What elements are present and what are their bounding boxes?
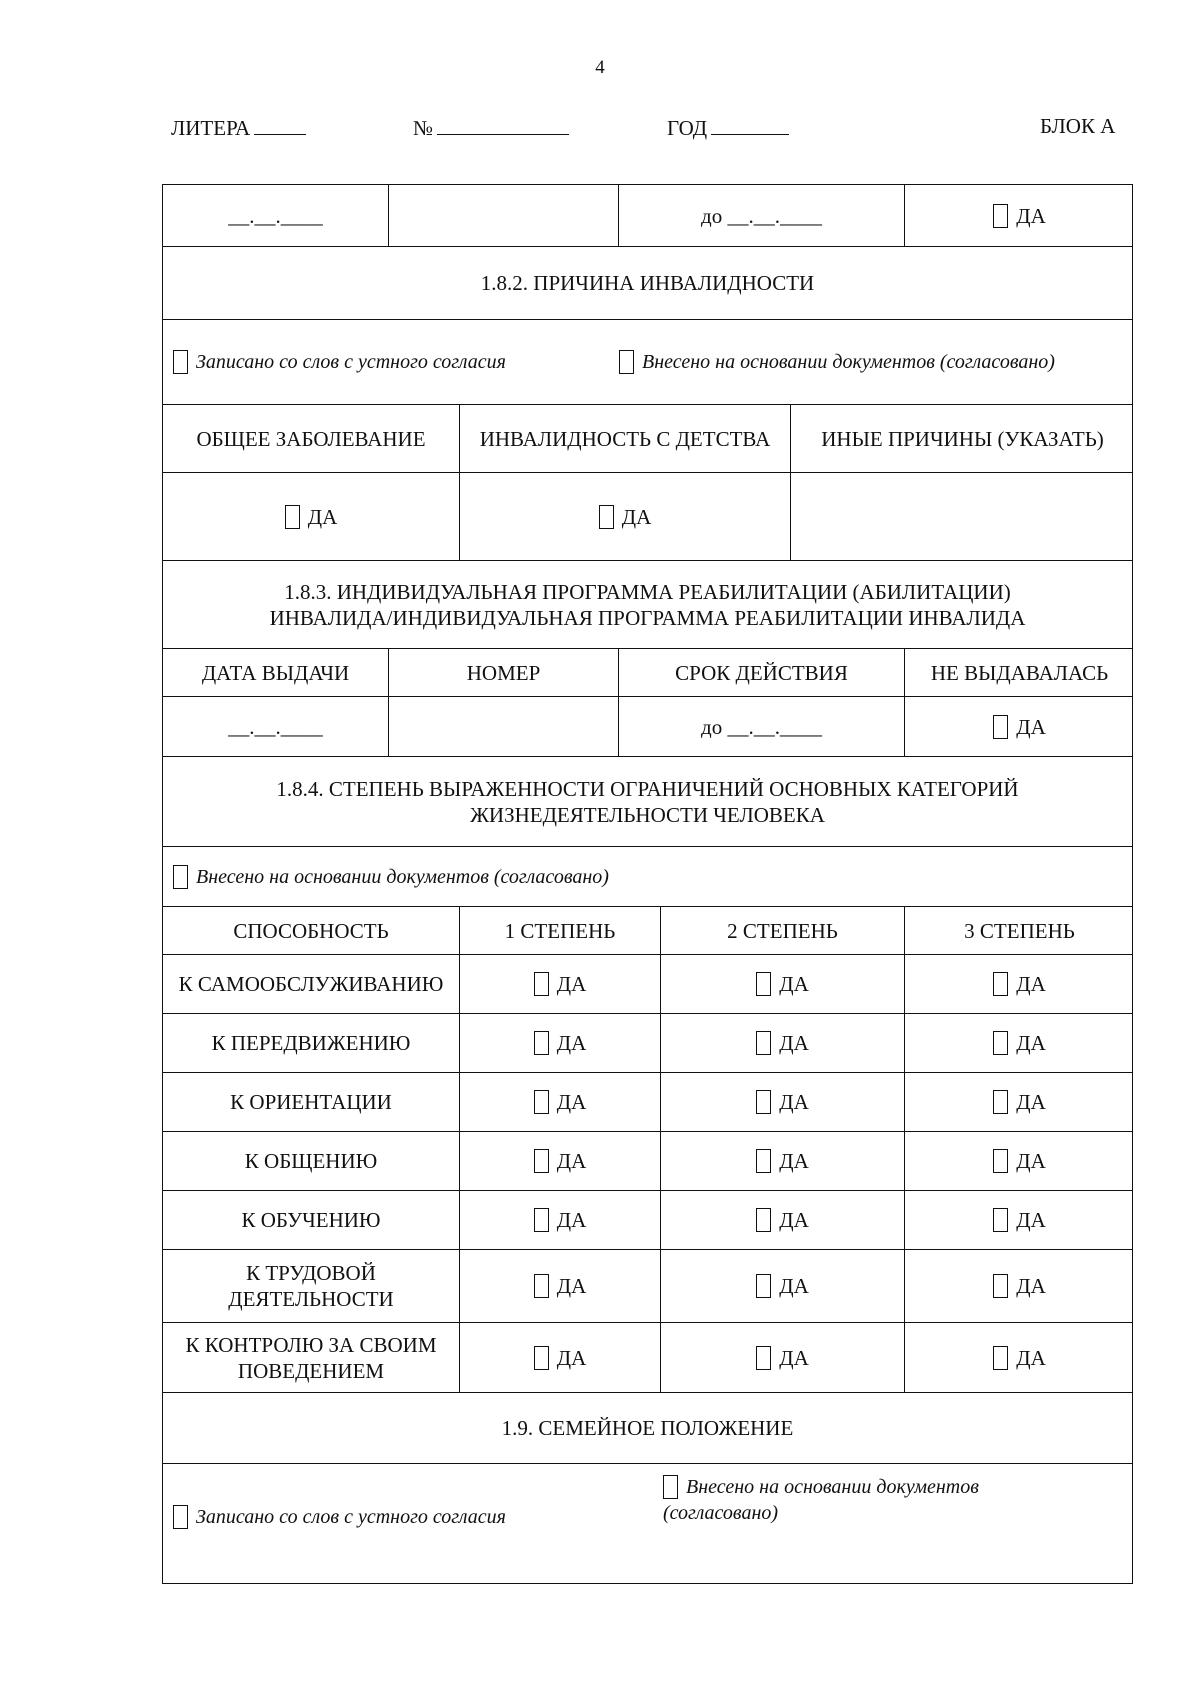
section-1-8-4-title-line2: ЖИЗНЕДЕЯТЕЛЬНОСТИ ЧЕЛОВЕКА [470,802,825,827]
col-issue-date: ДАТА ВЫДАЧИ [163,649,389,696]
year-label: ГОД [667,116,708,140]
yes-label: ДА [556,1208,587,1232]
section-1-8-3-title-line2: ИНВАЛИДА/ИНДИВИДУАЛЬНАЯ ПРОГРАММА РЕАБИЛИТАЦИИ ИНВАЛИДА [269,605,1026,630]
yes-label: ДА [1016,972,1046,996]
number-blank[interactable] [437,114,569,135]
degree-1-checkbox[interactable] [534,1346,549,1370]
documents-label-line1: Внесено на основании документов [686,1476,979,1498]
documents-label: Внесено на основании документов (согласовано) [196,865,609,888]
yes-label: ДА [779,1208,809,1232]
section-1-8-2-consent-row [163,320,1132,405]
top-until-mask: до __.__.____ [701,203,822,228]
litera-label: ЛИТЕРА [171,116,251,140]
section-1-9-consent-row [163,1464,1132,1583]
other-causes-input[interactable] [791,473,1134,560]
yes-label: ДА [1016,1090,1046,1114]
degree-1-checkbox[interactable] [534,1208,549,1232]
litera-field [171,114,306,141]
ipr-values-row [163,697,1132,757]
col-validity: СРОК ДЕЙСТВИЯ [619,649,905,696]
ability-label: К ОРИЕНТАЦИИ [163,1073,460,1131]
yes-label: ДА [556,1031,587,1055]
number-label: № [413,116,434,140]
col-degree-1: 1 СТЕПЕНЬ [460,907,661,954]
ability-label-line2: ПОВЕДЕНИЕМ [237,1358,385,1383]
degree-2-checkbox[interactable] [756,1031,771,1055]
col-degree-3: 3 СТЕПЕНЬ [964,918,1075,943]
col-number: НОМЕР [389,649,619,696]
ability-label-line1: К КОНТРОЛЮ ЗА СВОИМ [185,1332,437,1357]
degree-2-checkbox[interactable] [756,1090,771,1114]
degree-1-checkbox[interactable] [534,1149,549,1173]
degree-1-checkbox[interactable] [534,1031,549,1055]
yes-label: ДА [779,1274,809,1298]
documents-label: Внесено на основании документов (согласовано) [642,351,1055,373]
yes-label: ДА [556,1274,587,1298]
col-ability: СПОСОБНОСТЬ [163,907,460,954]
top-date-mask: __.__.____ [228,203,323,228]
section-1-8-2-header [163,247,1132,320]
top-yes-checkbox[interactable] [993,204,1008,228]
year-field [667,114,789,141]
yes-label: ДА [556,972,587,996]
col-other-causes: ИНЫЕ ПРИЧИНЫ (УКАЗАТЬ) [821,426,1104,451]
ipr-issue-date-input[interactable] [163,697,389,756]
yes-label: ДА [779,1031,809,1055]
degree-1-checkbox[interactable] [534,1090,549,1114]
degree-3-checkbox[interactable] [993,1031,1008,1055]
ability-row-orientation [163,1073,1132,1132]
ipr-number-input[interactable] [389,697,619,756]
yes-label: ДА [556,1090,587,1114]
ability-row-movement [163,1014,1132,1073]
block-label: БЛОК А [1040,114,1116,138]
degree-3-checkbox[interactable] [993,1274,1008,1298]
yes-label: ДА [1016,1345,1046,1370]
yes-label: ДА [779,972,809,996]
degree-3-checkbox[interactable] [993,1346,1008,1370]
yes-label: ДА [1016,1149,1046,1173]
ipr-not-issued-checkbox[interactable] [993,715,1008,739]
form-table [162,184,1133,1584]
section-1-8-3-header [163,561,1132,649]
ipr-until-mask: до __.__.____ [701,714,822,739]
limitations-documents-checkbox[interactable] [173,865,188,889]
yes-label: ДА [556,1149,587,1173]
oral-consent-checkbox[interactable] [173,350,188,374]
yes-label: ДА [779,1345,809,1370]
yes-label: ДА [1016,1208,1046,1232]
degree-3-checkbox[interactable] [993,1090,1008,1114]
ability-label-line1: К ТРУДОВОЙ [246,1261,376,1285]
yes-label: ДА [621,504,652,529]
section-1-8-4-documents-row [163,847,1132,907]
yes-label: ДА [307,504,338,529]
yes-label: ДА [1016,1274,1046,1298]
ability-label [163,1250,460,1322]
ability-row-communication [163,1132,1132,1191]
col-disability-since-childhood: ИНВАЛИДНОСТЬ С ДЕТСТВА [460,405,791,472]
degree-2-checkbox[interactable] [756,1274,771,1298]
section-1-8-4-header [163,757,1132,847]
ability-label: К ОБУЧЕНИЮ [163,1191,460,1249]
year-blank[interactable] [711,114,789,135]
ability-label: К САМООБСЛУЖИВАНИЮ [163,955,460,1013]
yes-label: ДА [779,1149,809,1173]
degree-2-checkbox[interactable] [756,1149,771,1173]
ability-label [163,1323,460,1392]
yes-label: ДА [1016,203,1046,228]
section-1-8-3-title-line1: 1.8.3. ИНДИВИДУАЛЬНАЯ ПРОГРАММА РЕАБИЛИТАЦИИ (АБИЛИТАЦИИ) [284,579,1011,604]
documents-checkbox[interactable] [619,350,634,374]
ability-label: К ПЕРЕДВИЖЕНИЮ [163,1014,460,1072]
ability-label-line2: ДЕЯТЕЛЬНОСТИ [228,1287,394,1311]
general-disease-checkbox[interactable] [285,505,300,529]
family-documents-checkbox[interactable] [663,1475,678,1499]
section-1-8-2-title: 1.8.2. ПРИЧИНА ИНВАЛИДНОСТИ [480,271,815,295]
ability-row-self-care [163,955,1132,1014]
litera-blank[interactable] [254,114,306,135]
ipr-date-mask: __.__.____ [228,714,323,739]
cause-header-row [163,405,1132,473]
col-degree-2: 2 СТЕПЕНЬ [661,907,905,954]
degree-3-checkbox[interactable] [993,972,1008,996]
family-oral-consent-checkbox[interactable] [173,1505,188,1529]
top-until-cell[interactable] [619,185,905,246]
col-general-disease: ОБЩЕЕ ЗАБОЛЕВАНИЕ [163,405,460,472]
number-field [413,114,569,141]
degree-3-checkbox[interactable] [993,1208,1008,1232]
top-continuation-row [163,185,1132,247]
oral-consent-label: Записано со слов с устного согласия [196,1506,506,1528]
cause-values-row [163,473,1132,561]
ability-row-behavior-control [163,1323,1132,1393]
degree-2-checkbox[interactable] [756,972,771,996]
degree-1-checkbox[interactable] [534,972,549,996]
page-number: 4 [595,57,605,78]
yes-label: ДА [1016,1031,1046,1055]
ability-row-work [163,1250,1132,1323]
section-1-9-title: 1.9. СЕМЕЙНОЕ ПОЛОЖЕНИЕ [501,1416,794,1440]
oral-consent-label: Записано со слов с устного согласия [196,351,506,373]
section-1-9-header [163,1393,1132,1464]
col-not-issued: НЕ ВЫДАВАЛАСЬ [930,660,1109,685]
limitations-header-row [163,907,1132,955]
documents-label-line2: (согласовано) [663,1502,779,1524]
ability-row-learning [163,1191,1132,1250]
degree-2-checkbox[interactable] [756,1208,771,1232]
degree-3-checkbox[interactable] [993,1149,1008,1173]
degree-2-checkbox[interactable] [756,1346,771,1370]
degree-1-checkbox[interactable] [534,1274,549,1298]
top-yes-cell [905,185,1134,246]
top-date-cell[interactable] [163,185,389,246]
yes-label: ДА [1016,714,1046,739]
ipr-header-row [163,649,1132,697]
ability-label: К ОБЩЕНИЮ [163,1132,460,1190]
section-1-8-4-title-line1: 1.8.4. СТЕПЕНЬ ВЫРАЖЕННОСТИ ОГРАНИЧЕНИЙ ОСНОВНЫХ КАТЕГОРИЙ [276,776,1019,801]
form-header [0,114,1200,144]
ipr-validity-input[interactable] [619,697,905,756]
top-number-cell[interactable] [389,185,619,246]
childhood-disability-checkbox[interactable] [599,505,614,529]
yes-label: ДА [556,1345,587,1370]
yes-label: ДА [779,1090,809,1114]
